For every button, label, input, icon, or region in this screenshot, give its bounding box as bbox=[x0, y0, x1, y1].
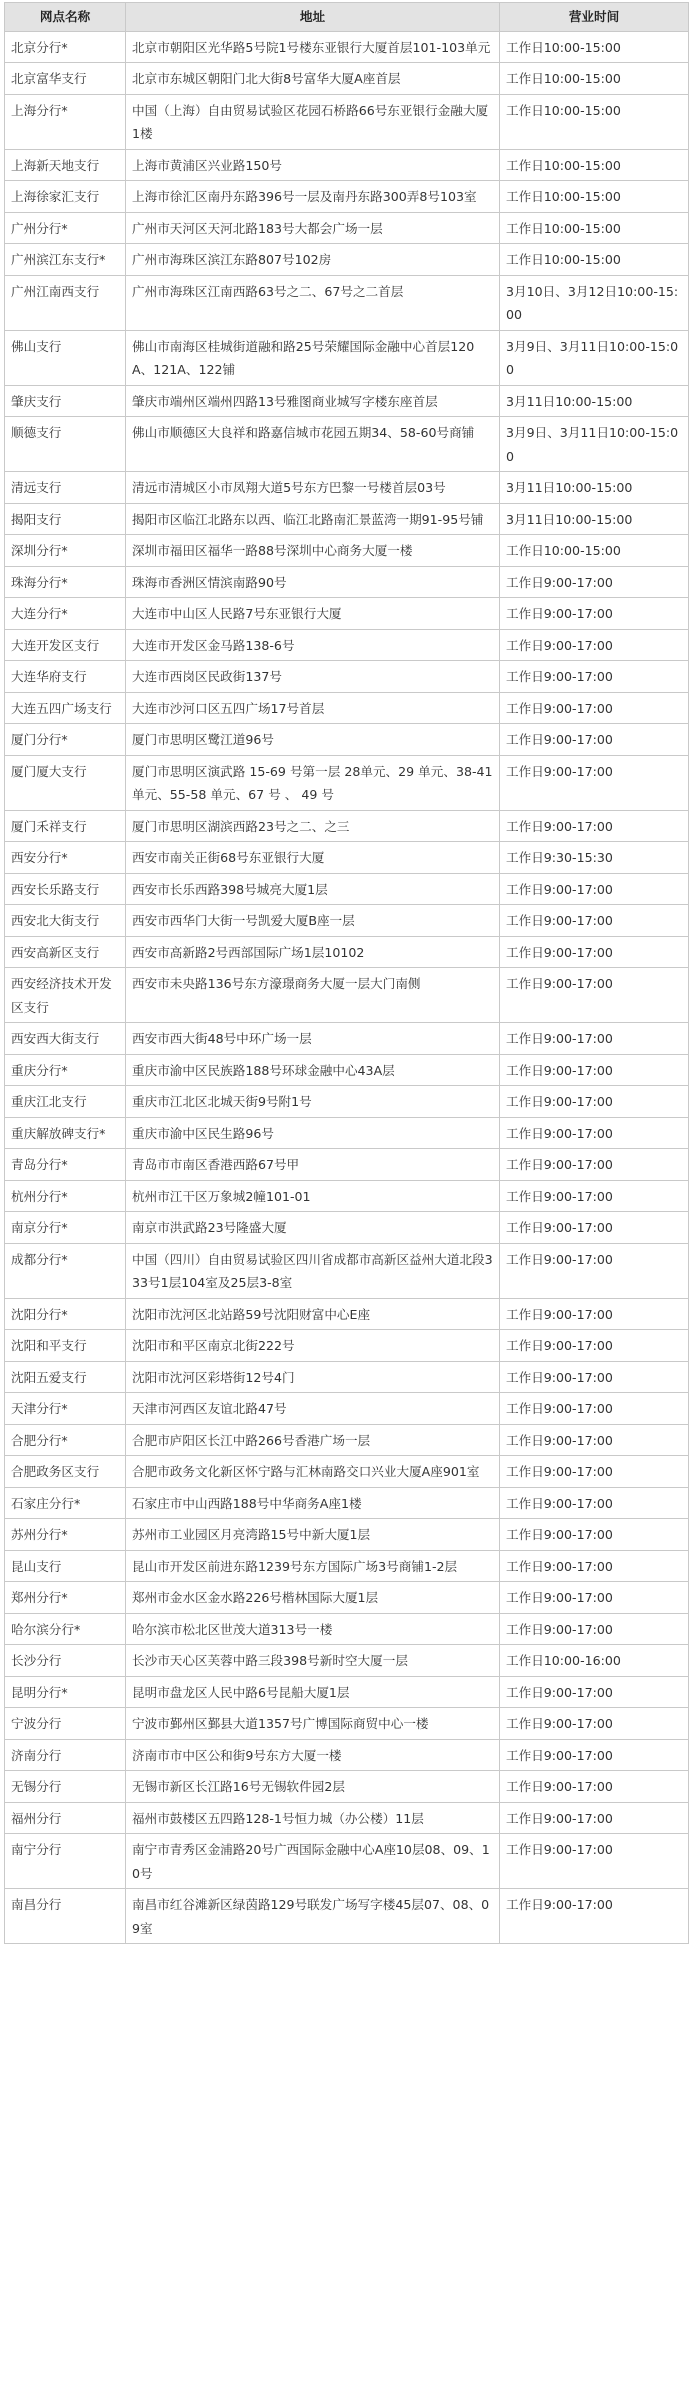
table-row bbox=[5, 1487, 689, 1519]
branch-name-cell: 珠海分行* bbox=[5, 566, 126, 598]
hours-cell: 工作日9:00-17:00 bbox=[500, 692, 689, 724]
address-cell: 广州市天河区天河北路183号大都会广场一层 bbox=[126, 212, 500, 244]
table-row bbox=[5, 1550, 689, 1582]
hours-cell: 工作日9:00-17:00 bbox=[500, 1330, 689, 1362]
hours-cell: 工作日9:00-17:00 bbox=[500, 1361, 689, 1393]
table-body bbox=[5, 31, 689, 1944]
table-row bbox=[5, 385, 689, 417]
table-row bbox=[5, 472, 689, 504]
table-row bbox=[5, 1739, 689, 1771]
address-cell: 沈阳市和平区南京北街222号 bbox=[126, 1330, 500, 1362]
branch-name-cell: 昆山支行 bbox=[5, 1550, 126, 1582]
branch-name-cell: 顺德支行 bbox=[5, 417, 126, 472]
branch-name-cell: 无锡分行 bbox=[5, 1771, 126, 1803]
address-cell: 无锡市新区长江路16号无锡软件园2层 bbox=[126, 1771, 500, 1803]
address-cell: 杭州市江干区万象城2幢101-01 bbox=[126, 1180, 500, 1212]
branch-name-cell: 沈阳五爱支行 bbox=[5, 1361, 126, 1393]
hours-cell: 工作日9:00-17:00 bbox=[500, 1023, 689, 1055]
table-row bbox=[5, 1771, 689, 1803]
table-row bbox=[5, 692, 689, 724]
hours-cell: 3月9日、3月11日10:00-15:00 bbox=[500, 330, 689, 385]
address-cell: 苏州市工业园区月亮湾路15号中新大厦1层 bbox=[126, 1519, 500, 1551]
address-cell: 厦门市思明区鹭江道96号 bbox=[126, 724, 500, 756]
branch-name-cell: 西安高新区支行 bbox=[5, 936, 126, 968]
hours-cell: 工作日9:00-17:00 bbox=[500, 1487, 689, 1519]
address-cell: 清远市清城区小市凤翔大道5号东方巴黎一号楼首层03号 bbox=[126, 472, 500, 504]
hours-cell: 3月9日、3月11日10:00-15:00 bbox=[500, 417, 689, 472]
table-row bbox=[5, 598, 689, 630]
table-row bbox=[5, 1149, 689, 1181]
branch-name-cell: 苏州分行* bbox=[5, 1519, 126, 1551]
table-row bbox=[5, 63, 689, 95]
hours-cell: 工作日9:00-17:00 bbox=[500, 1889, 689, 1944]
table-row bbox=[5, 503, 689, 535]
branch-name-cell: 大连五四广场支行 bbox=[5, 692, 126, 724]
address-cell: 厦门市思明区演武路 15-69 号第一层 28单元、29 单元、38-41单元、55-58 单元、67 号 、 49 号 bbox=[126, 755, 500, 810]
hours-cell: 工作日9:00-17:00 bbox=[500, 905, 689, 937]
address-cell: 合肥市庐阳区长江中路266号香港广场一层 bbox=[126, 1424, 500, 1456]
address-cell: 郑州市金水区金水路226号楷林国际大厦1层 bbox=[126, 1582, 500, 1614]
address-cell: 深圳市福田区福华一路88号深圳中心商务大厦一楼 bbox=[126, 535, 500, 567]
table-row bbox=[5, 149, 689, 181]
branch-name-cell: 大连开发区支行 bbox=[5, 629, 126, 661]
branch-name-cell: 揭阳支行 bbox=[5, 503, 126, 535]
hours-cell: 工作日9:00-17:00 bbox=[500, 1550, 689, 1582]
table-row bbox=[5, 1054, 689, 1086]
branch-name-cell: 西安分行* bbox=[5, 842, 126, 874]
hours-cell: 工作日9:00-17:00 bbox=[500, 1834, 689, 1889]
hours-cell: 工作日9:00-17:00 bbox=[500, 661, 689, 693]
branch-name-cell: 北京分行* bbox=[5, 31, 126, 63]
address-cell: 佛山市南海区桂城街道融和路25号荣耀国际金融中心首层120A、121A、122铺 bbox=[126, 330, 500, 385]
table-row bbox=[5, 1582, 689, 1614]
table-row bbox=[5, 968, 689, 1023]
table-row bbox=[5, 1708, 689, 1740]
address-cell: 石家庄市中山西路188号中华商务A座1楼 bbox=[126, 1487, 500, 1519]
hours-cell: 工作日9:00-17:00 bbox=[500, 1243, 689, 1298]
table-row bbox=[5, 244, 689, 276]
table-row bbox=[5, 31, 689, 63]
address-cell: 佛山市顺德区大良祥和路嘉信城市花园五期34、58-60号商铺 bbox=[126, 417, 500, 472]
address-cell: 西安市高新路2号西部国际广场1层10102 bbox=[126, 936, 500, 968]
table-row bbox=[5, 1834, 689, 1889]
table-row bbox=[5, 724, 689, 756]
table-row bbox=[5, 873, 689, 905]
hours-cell: 3月11日10:00-15:00 bbox=[500, 385, 689, 417]
branch-name-cell: 广州江南西支行 bbox=[5, 275, 126, 330]
hours-cell: 工作日9:00-17:00 bbox=[500, 810, 689, 842]
table-row bbox=[5, 1212, 689, 1244]
hours-cell: 工作日10:00-15:00 bbox=[500, 63, 689, 95]
table-row bbox=[5, 212, 689, 244]
branch-name-cell: 厦门分行* bbox=[5, 724, 126, 756]
branch-name-cell: 西安长乐路支行 bbox=[5, 873, 126, 905]
branch-name-cell: 石家庄分行* bbox=[5, 1487, 126, 1519]
hours-cell: 工作日10:00-15:00 bbox=[500, 149, 689, 181]
address-cell: 大连市沙河口区五四广场17号首层 bbox=[126, 692, 500, 724]
table-row bbox=[5, 330, 689, 385]
hours-cell: 工作日10:00-15:00 bbox=[500, 181, 689, 213]
branch-name-cell: 哈尔滨分行* bbox=[5, 1613, 126, 1645]
hours-cell: 工作日9:00-17:00 bbox=[500, 755, 689, 810]
hours-cell: 工作日9:00-17:00 bbox=[500, 968, 689, 1023]
address-cell: 上海市徐汇区南丹东路396号一层及南丹东路300弄8号103室 bbox=[126, 181, 500, 213]
address-cell: 上海市黄浦区兴业路150号 bbox=[126, 149, 500, 181]
table-row bbox=[5, 1889, 689, 1944]
table-row bbox=[5, 535, 689, 567]
branch-name-cell: 佛山支行 bbox=[5, 330, 126, 385]
branch-name-cell: 昆明分行* bbox=[5, 1676, 126, 1708]
hours-cell: 工作日9:00-17:00 bbox=[500, 1180, 689, 1212]
address-cell: 长沙市天心区芙蓉中路三段398号新时空大厦一层 bbox=[126, 1645, 500, 1677]
table-row bbox=[5, 905, 689, 937]
hours-cell: 工作日9:00-17:00 bbox=[500, 1519, 689, 1551]
address-cell: 昆明市盘龙区人民中路6号昆船大厦1层 bbox=[126, 1676, 500, 1708]
address-cell: 福州市鼓楼区五四路128-1号恒力城（办公楼）11层 bbox=[126, 1802, 500, 1834]
address-cell: 沈阳市沈河区彩塔街12号4门 bbox=[126, 1361, 500, 1393]
hours-cell: 工作日9:00-17:00 bbox=[500, 1298, 689, 1330]
table-row bbox=[5, 1180, 689, 1212]
address-cell: 大连市开发区金马路138-6号 bbox=[126, 629, 500, 661]
branch-name-cell: 重庆解放碑支行* bbox=[5, 1117, 126, 1149]
address-cell: 中国（上海）自由贸易试验区花园石桥路66号东亚银行金融大厦1楼 bbox=[126, 94, 500, 149]
hours-cell: 3月11日10:00-15:00 bbox=[500, 472, 689, 504]
address-cell: 合肥市政务文化新区怀宁路与汇林南路交口兴业大厦A座901室 bbox=[126, 1456, 500, 1488]
address-cell: 西安市西大街48号中环广场一层 bbox=[126, 1023, 500, 1055]
branch-name-cell: 宁波分行 bbox=[5, 1708, 126, 1740]
branch-name-cell: 深圳分行* bbox=[5, 535, 126, 567]
branch-name-cell: 南昌分行 bbox=[5, 1889, 126, 1944]
branch-name-cell: 广州滨江东支行* bbox=[5, 244, 126, 276]
table-row bbox=[5, 1393, 689, 1425]
branch-name-cell: 成都分行* bbox=[5, 1243, 126, 1298]
hours-cell: 工作日9:00-17:00 bbox=[500, 1117, 689, 1149]
table-row bbox=[5, 661, 689, 693]
hours-cell: 工作日10:00-15:00 bbox=[500, 244, 689, 276]
header-branch-name: 网点名称 bbox=[5, 3, 126, 32]
table-row bbox=[5, 1676, 689, 1708]
hours-cell: 工作日9:00-17:00 bbox=[500, 1424, 689, 1456]
table-row bbox=[5, 1456, 689, 1488]
hours-cell: 工作日10:00-15:00 bbox=[500, 31, 689, 63]
hours-cell: 工作日9:00-17:00 bbox=[500, 936, 689, 968]
table-row bbox=[5, 1361, 689, 1393]
table-row bbox=[5, 936, 689, 968]
hours-cell: 工作日9:00-17:00 bbox=[500, 1771, 689, 1803]
table-row bbox=[5, 275, 689, 330]
table-row bbox=[5, 1117, 689, 1149]
hours-cell: 工作日9:00-17:00 bbox=[500, 1086, 689, 1118]
address-cell: 西安市西华门大街一号凯爱大厦B座一层 bbox=[126, 905, 500, 937]
branch-name-cell: 青岛分行* bbox=[5, 1149, 126, 1181]
hours-cell: 工作日9:00-17:00 bbox=[500, 1802, 689, 1834]
address-cell: 重庆市渝中区民生路96号 bbox=[126, 1117, 500, 1149]
hours-cell: 工作日9:00-17:00 bbox=[500, 1708, 689, 1740]
hours-cell: 工作日9:00-17:00 bbox=[500, 1676, 689, 1708]
branch-name-cell: 北京富华支行 bbox=[5, 63, 126, 95]
address-cell: 揭阳市区临江北路东以西、临江北路南汇景蓝湾一期91-95号铺 bbox=[126, 503, 500, 535]
address-cell: 北京市东城区朝阳门北大街8号富华大厦A座首层 bbox=[126, 63, 500, 95]
hours-cell: 工作日9:30-15:30 bbox=[500, 842, 689, 874]
hours-cell: 工作日9:00-17:00 bbox=[500, 629, 689, 661]
branch-name-cell: 上海徐家汇支行 bbox=[5, 181, 126, 213]
table-row bbox=[5, 629, 689, 661]
address-cell: 沈阳市沈河区北站路59号沈阳财富中心E座 bbox=[126, 1298, 500, 1330]
address-cell: 厦门市思明区湖滨西路23号之二、之三 bbox=[126, 810, 500, 842]
branch-name-cell: 上海分行* bbox=[5, 94, 126, 149]
table-row bbox=[5, 810, 689, 842]
branch-name-cell: 合肥政务区支行 bbox=[5, 1456, 126, 1488]
branch-name-cell: 清远支行 bbox=[5, 472, 126, 504]
address-cell: 肇庆市端州区端州四路13号雅图商业城写字楼东座首层 bbox=[126, 385, 500, 417]
branch-name-cell: 郑州分行* bbox=[5, 1582, 126, 1614]
address-cell: 天津市河西区友谊北路47号 bbox=[126, 1393, 500, 1425]
hours-cell: 3月11日10:00-15:00 bbox=[500, 503, 689, 535]
branch-name-cell: 厦门厦大支行 bbox=[5, 755, 126, 810]
address-cell: 青岛市市南区香港西路67号甲 bbox=[126, 1149, 500, 1181]
table-row bbox=[5, 566, 689, 598]
address-cell: 大连市西岗区民政街137号 bbox=[126, 661, 500, 693]
table-row bbox=[5, 1613, 689, 1645]
address-cell: 济南市市中区公和街9号东方大厦一楼 bbox=[126, 1739, 500, 1771]
hours-cell: 工作日9:00-17:00 bbox=[500, 1212, 689, 1244]
branch-name-cell: 重庆江北支行 bbox=[5, 1086, 126, 1118]
hours-cell: 工作日9:00-17:00 bbox=[500, 873, 689, 905]
branch-name-cell: 南京分行* bbox=[5, 1212, 126, 1244]
branch-name-cell: 大连华府支行 bbox=[5, 661, 126, 693]
branch-name-cell: 大连分行* bbox=[5, 598, 126, 630]
branch-name-cell: 合肥分行* bbox=[5, 1424, 126, 1456]
branch-name-cell: 南宁分行 bbox=[5, 1834, 126, 1889]
address-cell: 广州市海珠区滨江东路807号102房 bbox=[126, 244, 500, 276]
branch-name-cell: 西安北大街支行 bbox=[5, 905, 126, 937]
address-cell: 南昌市红谷滩新区绿茵路129号联发广场写字楼45层07、08、09室 bbox=[126, 1889, 500, 1944]
table-row bbox=[5, 1086, 689, 1118]
header-address: 地址 bbox=[126, 3, 500, 32]
address-cell: 西安市长乐西路398号城亮大厦1层 bbox=[126, 873, 500, 905]
table-row bbox=[5, 1023, 689, 1055]
address-cell: 广州市海珠区江南西路63号之二、67号之二首层 bbox=[126, 275, 500, 330]
address-cell: 重庆市渝中区民族路188号环球金融中心43A层 bbox=[126, 1054, 500, 1086]
table-row bbox=[5, 1424, 689, 1456]
branch-name-cell: 济南分行 bbox=[5, 1739, 126, 1771]
hours-cell: 工作日10:00-15:00 bbox=[500, 94, 689, 149]
table-row bbox=[5, 1298, 689, 1330]
table-row bbox=[5, 1243, 689, 1298]
address-cell: 南京市洪武路23号隆盛大厦 bbox=[126, 1212, 500, 1244]
branch-name-cell: 长沙分行 bbox=[5, 1645, 126, 1677]
table-header-row bbox=[5, 3, 689, 32]
hours-cell: 工作日9:00-17:00 bbox=[500, 1393, 689, 1425]
address-cell: 珠海市香洲区情滨南路90号 bbox=[126, 566, 500, 598]
hours-cell: 工作日10:00-15:00 bbox=[500, 535, 689, 567]
address-cell: 西安市南关正街68号东亚银行大厦 bbox=[126, 842, 500, 874]
branch-name-cell: 天津分行* bbox=[5, 1393, 126, 1425]
table-row bbox=[5, 755, 689, 810]
table-row bbox=[5, 94, 689, 149]
table-row bbox=[5, 1802, 689, 1834]
hours-cell: 工作日9:00-17:00 bbox=[500, 724, 689, 756]
hours-cell: 工作日9:00-17:00 bbox=[500, 1613, 689, 1645]
hours-cell: 工作日10:00-16:00 bbox=[500, 1645, 689, 1677]
address-cell: 西安市未央路136号东方濠璟商务大厦一层大门南侧 bbox=[126, 968, 500, 1023]
branch-name-cell: 沈阳分行* bbox=[5, 1298, 126, 1330]
hours-cell: 工作日9:00-17:00 bbox=[500, 1149, 689, 1181]
table-row bbox=[5, 842, 689, 874]
branch-name-cell: 西安经济技术开发区支行 bbox=[5, 968, 126, 1023]
hours-cell: 工作日9:00-17:00 bbox=[500, 1456, 689, 1488]
branch-table bbox=[4, 2, 689, 1944]
branch-name-cell: 肇庆支行 bbox=[5, 385, 126, 417]
address-cell: 哈尔滨市松北区世茂大道313号一楼 bbox=[126, 1613, 500, 1645]
hours-cell: 3月10日、3月12日10:00-15:00 bbox=[500, 275, 689, 330]
address-cell: 昆山市开发区前进东路1239号东方国际广场3号商铺1-2层 bbox=[126, 1550, 500, 1582]
hours-cell: 工作日9:00-17:00 bbox=[500, 1739, 689, 1771]
address-cell: 南宁市青秀区金浦路20号广西国际金融中心A座10层08、09、10号 bbox=[126, 1834, 500, 1889]
address-cell: 重庆市江北区北城天街9号附1号 bbox=[126, 1086, 500, 1118]
hours-cell: 工作日10:00-15:00 bbox=[500, 212, 689, 244]
table-row bbox=[5, 1519, 689, 1551]
table-row bbox=[5, 1645, 689, 1677]
hours-cell: 工作日9:00-17:00 bbox=[500, 1054, 689, 1086]
table-row bbox=[5, 417, 689, 472]
branch-name-cell: 重庆分行* bbox=[5, 1054, 126, 1086]
branch-name-cell: 西安西大街支行 bbox=[5, 1023, 126, 1055]
table-row bbox=[5, 181, 689, 213]
table-row bbox=[5, 1330, 689, 1362]
address-cell: 大连市中山区人民路7号东亚银行大厦 bbox=[126, 598, 500, 630]
hours-cell: 工作日9:00-17:00 bbox=[500, 566, 689, 598]
branch-name-cell: 福州分行 bbox=[5, 1802, 126, 1834]
hours-cell: 工作日9:00-17:00 bbox=[500, 1582, 689, 1614]
address-cell: 中国（四川）自由贸易试验区四川省成都市高新区益州大道北段333号1层104室及25层3-8室 bbox=[126, 1243, 500, 1298]
address-cell: 宁波市鄞州区鄞县大道1357号广博国际商贸中心一楼 bbox=[126, 1708, 500, 1740]
branch-name-cell: 沈阳和平支行 bbox=[5, 1330, 126, 1362]
header-hours: 营业时间 bbox=[500, 3, 689, 32]
branch-name-cell: 上海新天地支行 bbox=[5, 149, 126, 181]
branch-name-cell: 广州分行* bbox=[5, 212, 126, 244]
address-cell: 北京市朝阳区光华路5号院1号楼东亚银行大厦首层101-103单元 bbox=[126, 31, 500, 63]
branch-name-cell: 杭州分行* bbox=[5, 1180, 126, 1212]
branch-name-cell: 厦门禾祥支行 bbox=[5, 810, 126, 842]
hours-cell: 工作日9:00-17:00 bbox=[500, 598, 689, 630]
